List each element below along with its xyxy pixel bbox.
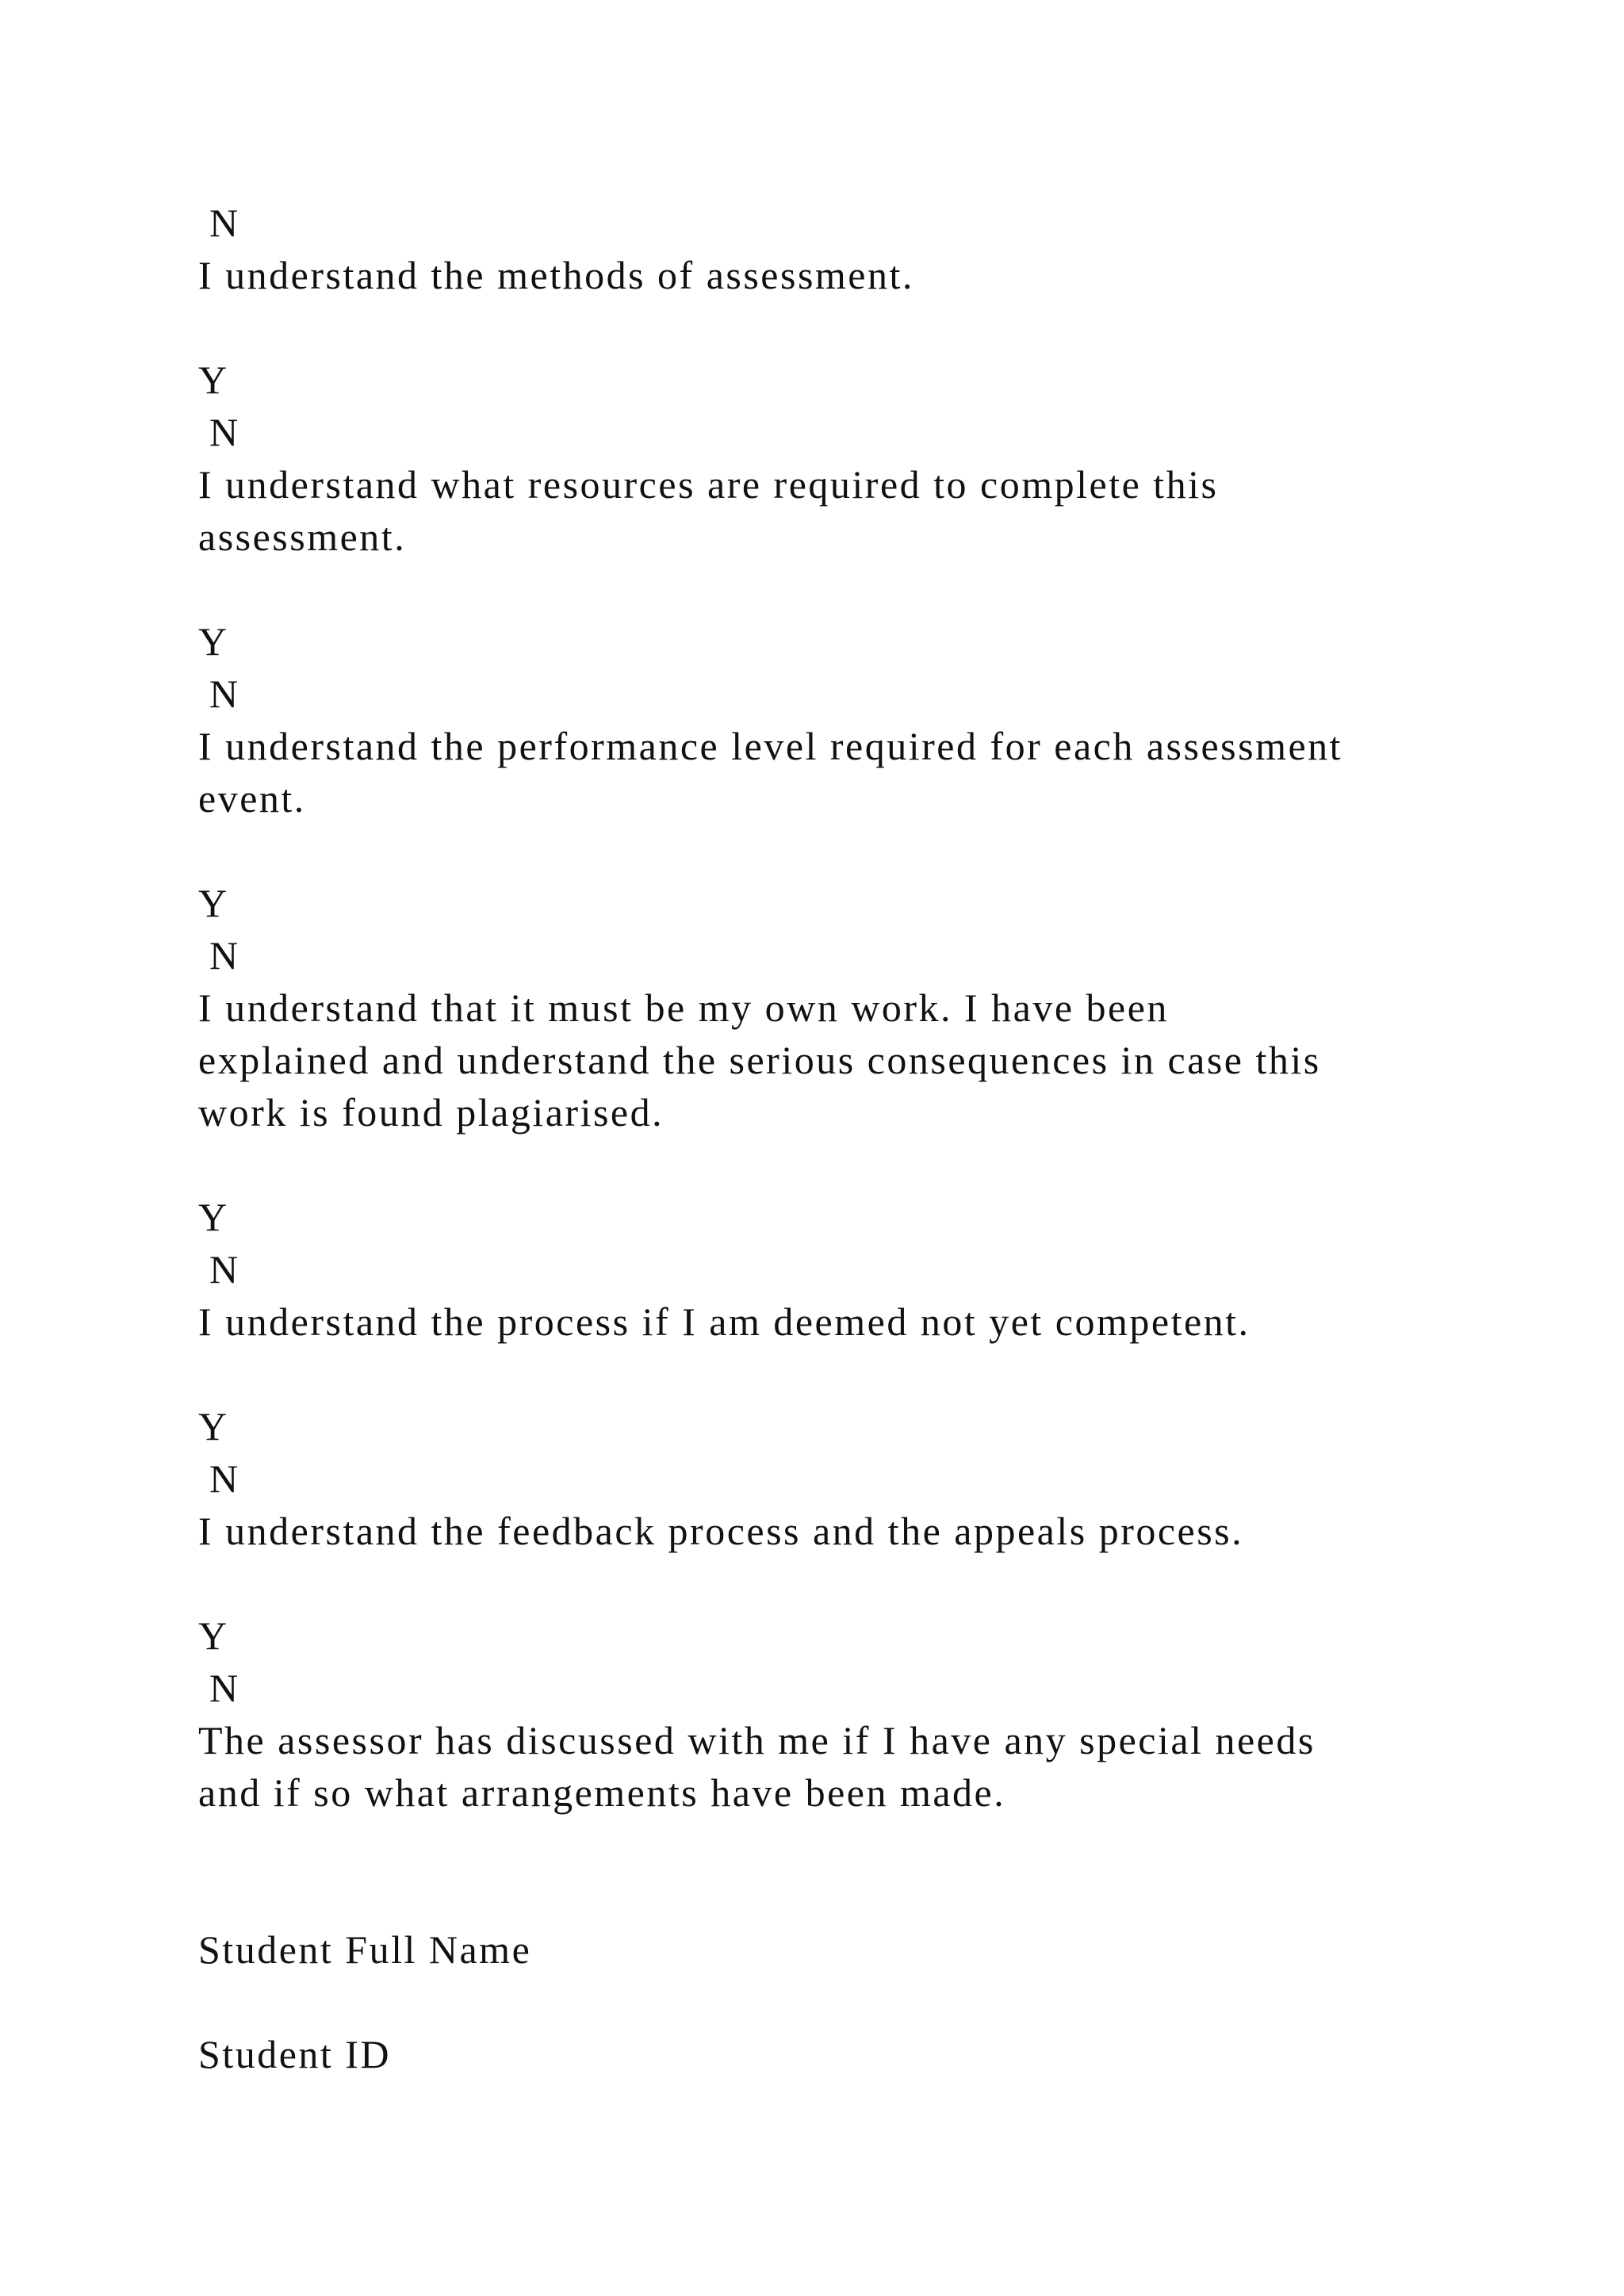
checklist-statement: I understand that it must be my own work. I have been	[198, 985, 1169, 1030]
checklist-no-option: N	[209, 1666, 240, 1710]
checklist-statement: I understand the process if I am deemed not yet competent.	[198, 1299, 1251, 1344]
checklist-yes-option: Y	[198, 1404, 229, 1448]
checklist-statement: event.	[198, 776, 306, 821]
checklist-statement: work is found plagiarised.	[198, 1090, 665, 1135]
checklist-statement: I understand the feedback process and the appeals process.	[198, 1509, 1244, 1553]
checklist-no-option: N	[209, 201, 240, 245]
checklist-no-option: N	[209, 672, 240, 716]
checklist-statement: and if so what arrangements have been made.	[198, 1770, 1006, 1815]
checklist-yes-option: Y	[198, 881, 229, 925]
checklist-no-option: N	[209, 410, 240, 454]
checklist-statement: explained and understand the serious consequences in case this	[198, 1038, 1321, 1082]
checklist-yes-option: Y	[198, 619, 229, 664]
checklist-no-option: N	[209, 1247, 240, 1292]
checklist-statement: assessment.	[198, 515, 407, 559]
checklist-no-option: N	[209, 933, 240, 978]
checklist-statement: I understand what resources are required to complete this	[198, 462, 1219, 507]
checklist-statement: I understand the methods of assessment.	[198, 253, 914, 297]
checklist-yes-option: Y	[198, 1195, 229, 1239]
checklist-statement: The assessor has discussed with me if I have any special needs	[198, 1718, 1316, 1762]
checklist-no-option: N	[209, 1456, 240, 1501]
checklist-yes-option: Y	[198, 358, 229, 402]
checklist-statement: I understand the performance level required for each assessment	[198, 724, 1343, 768]
student-id-label: Student ID	[198, 2032, 392, 2076]
checklist-yes-option: Y	[198, 1613, 229, 1658]
student-full-name-label: Student Full Name	[198, 1927, 532, 1972]
